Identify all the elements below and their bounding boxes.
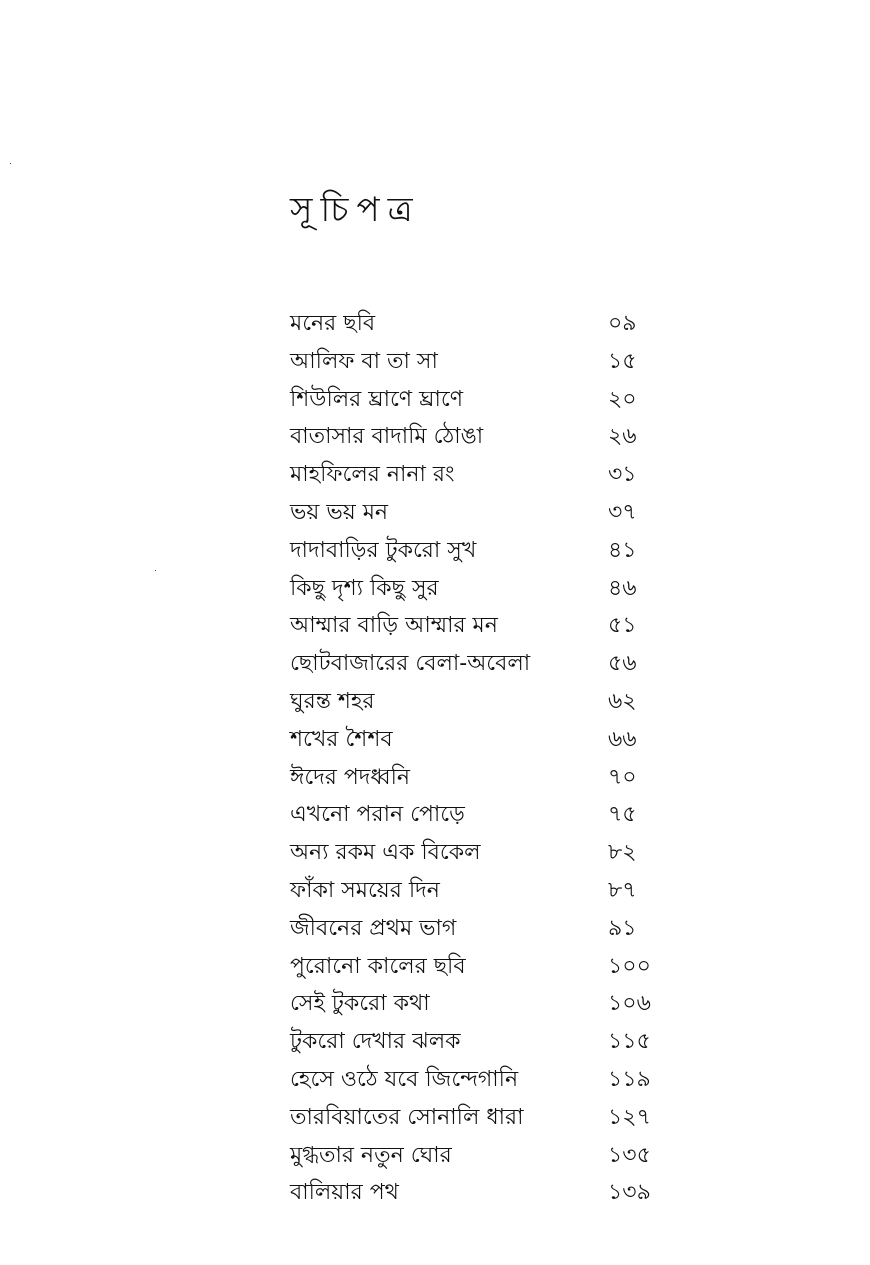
toc-entry-page: ৭৫ [608, 802, 637, 828]
toc-entry-page: ৬২ [608, 688, 637, 714]
toc-entry-title: দাদাবাড়ির টুকরো সুখ [290, 537, 477, 563]
scan-speck [155, 570, 156, 571]
toc-entry-page: ১০৬ [608, 991, 651, 1017]
toc-row [290, 759, 650, 797]
toc-entry-page: ৫১ [608, 613, 637, 639]
toc-entry-title: আম্মার বাড়ি আম্মার মন [290, 613, 498, 639]
toc-row [290, 305, 650, 343]
toc-entry-page: ৮২ [608, 840, 637, 866]
table-of-contents [290, 305, 650, 1212]
toc-row [290, 796, 650, 834]
scan-speck [10, 163, 11, 164]
toc-entry-title: বালিয়ার পথ [290, 1180, 399, 1206]
toc-row [290, 1061, 650, 1099]
page-title: সূচিপত্র [290, 190, 421, 230]
toc-entry-title: কিছু দৃশ্য কিছু সুর [290, 575, 439, 601]
toc-entry-page: ৪১ [608, 537, 637, 563]
toc-entry-title: সেই টুকরো কথা [290, 991, 430, 1017]
toc-entry-title: আলিফ বা তা সা [290, 348, 438, 374]
toc-entry-title: মনের ছবি [290, 311, 376, 336]
toc-entry-page: ১০০ [608, 953, 651, 979]
toc-entry-page: ৫৬ [608, 651, 637, 677]
toc-entry-title: শিউলির ঘ্রাণে ঘ্রাণে [290, 386, 463, 412]
toc-entry-title: এখনো পরান পোড়ে [290, 802, 465, 828]
toc-entry-title: বাতাসার বাদামি ঠোঙা [290, 424, 484, 450]
toc-row [290, 494, 650, 532]
toc-entry-title: হেসে ওঠে যবে জিন্দেগানি [290, 1066, 519, 1092]
toc-entry-page: ০৯ [608, 311, 637, 336]
toc-row [290, 381, 650, 419]
toc-entry-title: ভয় ভয় মন [290, 499, 389, 525]
toc-entry-page: ৭০ [608, 764, 637, 790]
toc-row [290, 1023, 650, 1061]
toc-entry-title: অন্য রকম এক বিকেল [290, 840, 481, 866]
toc-entry-page: ১২৭ [608, 1104, 651, 1130]
toc-entry-page: ২০ [608, 386, 637, 412]
toc-row [290, 948, 650, 986]
toc-entry-page: ৩১ [608, 462, 637, 488]
toc-entry-title: তারবিয়াতের সোনালি ধারা [290, 1104, 524, 1130]
toc-row [290, 418, 650, 456]
toc-row [290, 683, 650, 721]
toc-entry-title: শখের শৈশব [290, 726, 393, 752]
toc-entry-title: মাহফিলের নানা রং [290, 462, 455, 488]
toc-entry-title: পুরোনো কালের ছবি [290, 953, 466, 979]
toc-row [290, 645, 650, 683]
toc-row [290, 607, 650, 645]
toc-entry-title: ফাঁকা সময়ের দিন [290, 877, 440, 903]
toc-row [290, 872, 650, 910]
toc-row [290, 910, 650, 948]
toc-entry-page: ৯১ [608, 915, 637, 941]
toc-row [290, 1099, 650, 1137]
toc-row [290, 456, 650, 494]
toc-entry-title: ঘুরন্ত শহর [290, 688, 375, 714]
toc-entry-title: জীবনের প্রথম ভাগ [290, 915, 457, 941]
toc-entry-page: ৬৬ [608, 726, 637, 752]
toc-entry-page: ২৬ [608, 424, 637, 450]
toc-row [290, 985, 650, 1023]
toc-entry-page: ১৩৫ [608, 1142, 651, 1168]
toc-entry-page: ১১৯ [608, 1066, 651, 1092]
toc-entry-page: ১৩৯ [608, 1180, 651, 1206]
toc-entry-title: ঈদের পদধ্বনি [290, 764, 411, 790]
toc-row [290, 834, 650, 872]
toc-row [290, 343, 650, 381]
toc-row [290, 721, 650, 759]
toc-entry-page: ৪৬ [608, 575, 637, 601]
toc-row [290, 570, 650, 608]
toc-row [290, 532, 650, 570]
toc-row [290, 1137, 650, 1175]
toc-entry-title: মুগ্ধতার নতুন ঘোর [290, 1142, 452, 1168]
toc-entry-page: ৮৭ [608, 877, 637, 903]
toc-entry-page: ১৫ [608, 348, 637, 374]
toc-entry-page: ৩৭ [608, 499, 637, 525]
toc-entry-title: ছোটবাজারের বেলা-অবেলা [290, 651, 531, 677]
toc-row [290, 1174, 650, 1212]
toc-entry-title: টুকরো দেখার ঝলক [290, 1029, 461, 1055]
toc-entry-page: ১১৫ [608, 1029, 651, 1055]
